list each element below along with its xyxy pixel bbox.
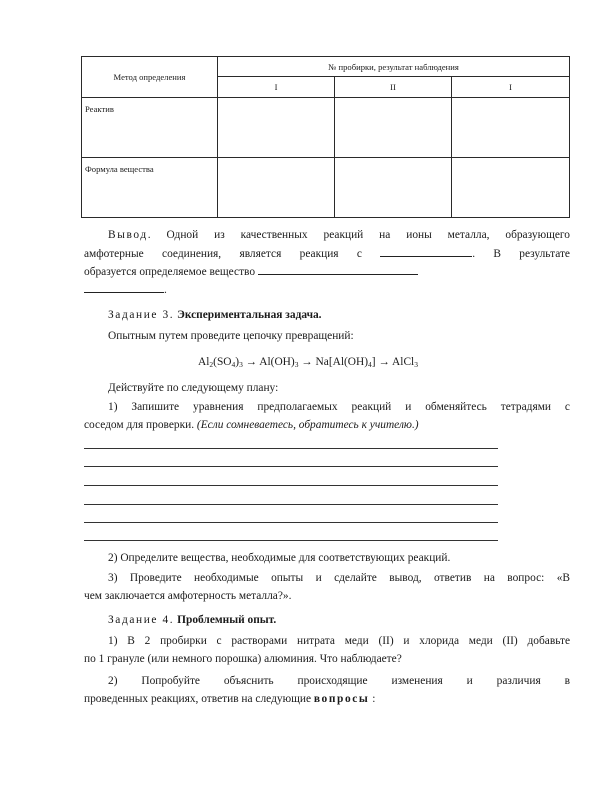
answer-blank-reagent[interactable] <box>380 245 472 257</box>
task3-step1-text: 1) Запишите уравнения предполагаемых реакций и обменяйтесь тетрадями с <box>108 401 570 413</box>
task3-step1-note: (Если сомневаетесь, обратитесь к учителю.) <box>196 419 419 431</box>
task4-step2-line2 <box>84 691 570 707</box>
table-row <box>82 98 570 158</box>
task4-step2-text: 2) Попробуйте объяснить происходящие изменения и различия в <box>108 675 570 687</box>
conclusion-line-2 <box>84 245 570 262</box>
conclusion-period: . <box>164 284 167 296</box>
writing-line[interactable] <box>84 540 498 541</box>
table-cell <box>218 158 335 218</box>
task3-plan: Действуйте по следующему плану: <box>108 382 279 394</box>
tube-column-header: I <box>452 77 570 98</box>
table-cell <box>335 158 452 218</box>
table-cell <box>218 98 335 158</box>
writing-line[interactable] <box>84 504 498 505</box>
conclusion-line-4 <box>84 281 284 298</box>
task4-step2-line1 <box>84 673 570 689</box>
task4-title: Проблемный опыт. <box>177 614 277 626</box>
task4-questions-word: вопросы <box>313 693 370 705</box>
conclusion-text-2b: . В результате <box>472 248 570 260</box>
task4-label: Задание 4. <box>108 614 175 626</box>
task3-step1-line1 <box>84 399 570 415</box>
conclusion-text-2a: амфотерные соединения, является реакция с <box>84 248 362 260</box>
writing-line[interactable] <box>84 466 498 467</box>
writing-line[interactable] <box>84 448 498 449</box>
table-cell <box>452 158 570 218</box>
table-cell <box>335 98 452 158</box>
task4-step1-line2: по 1 грануле (или немного порошка) алюминия. Что наблюдаете? <box>84 653 402 665</box>
method-header: Метод определения <box>82 57 218 98</box>
observation-table <box>81 56 570 218</box>
task3-step1-line2 <box>84 417 570 433</box>
task3-title: Экспериментальная задача. <box>177 309 322 321</box>
conclusion-line-3 <box>84 263 570 280</box>
table-cell <box>452 98 570 158</box>
reaction-chain: $Al_2(SO_4)_3 \to Al(OH)_3 \to Na[Al(OH)_4]$ → AlCl$_3$ <box>198 356 418 369</box>
task3-step3-text: 3) Проведите необходимые опыты и сделайте вывод, ответив на вопрос: «В <box>108 572 570 584</box>
task4-step1-line1 <box>84 633 570 649</box>
answer-blank-substance-continued[interactable] <box>84 281 164 293</box>
tube-column-header: I <box>218 77 335 98</box>
task4-colon: : <box>372 693 376 705</box>
writing-line[interactable] <box>84 485 498 486</box>
conclusion-text-1: . Одной из качественных реакций на ионы металла, образующего <box>147 229 570 241</box>
task4-heading <box>108 612 568 628</box>
task3-step3-line2: чем заключается амфотерность металла?». <box>84 590 292 602</box>
task3-step3-line1 <box>84 570 570 586</box>
tube-result-header: № пробирки, результат наблюдения <box>218 57 570 77</box>
task3-label: Задание 3. <box>108 309 175 321</box>
tube-column-header: II <box>335 77 452 98</box>
task3-intro: Опытным путем проведите цепочку превращений: <box>108 330 354 342</box>
conclusion-text-3: образуется определяемое вещество <box>84 266 256 278</box>
row-label-reagent: Реактив <box>82 98 218 158</box>
table-row <box>82 158 570 218</box>
task3-step2: 2) Определите вещества, необходимые для соответствующих реакций. <box>108 552 451 564</box>
conclusion-label: Вывод <box>108 229 148 241</box>
task4-step1-text: 1) В 2 пробирки с растворами нитрата меди (II) и хлорида меди (II) добавьте <box>108 635 570 647</box>
task3-step1-plain: соседом для проверки. <box>84 419 195 431</box>
task4-step2-plain: проведенных реакциях, ответив на следующие <box>84 693 312 705</box>
answer-blank-substance[interactable] <box>258 263 418 275</box>
conclusion-line-1 <box>84 227 570 243</box>
task3-heading <box>108 307 568 323</box>
row-label-formula: Формула вещества <box>82 158 218 218</box>
writing-line[interactable] <box>84 522 498 523</box>
